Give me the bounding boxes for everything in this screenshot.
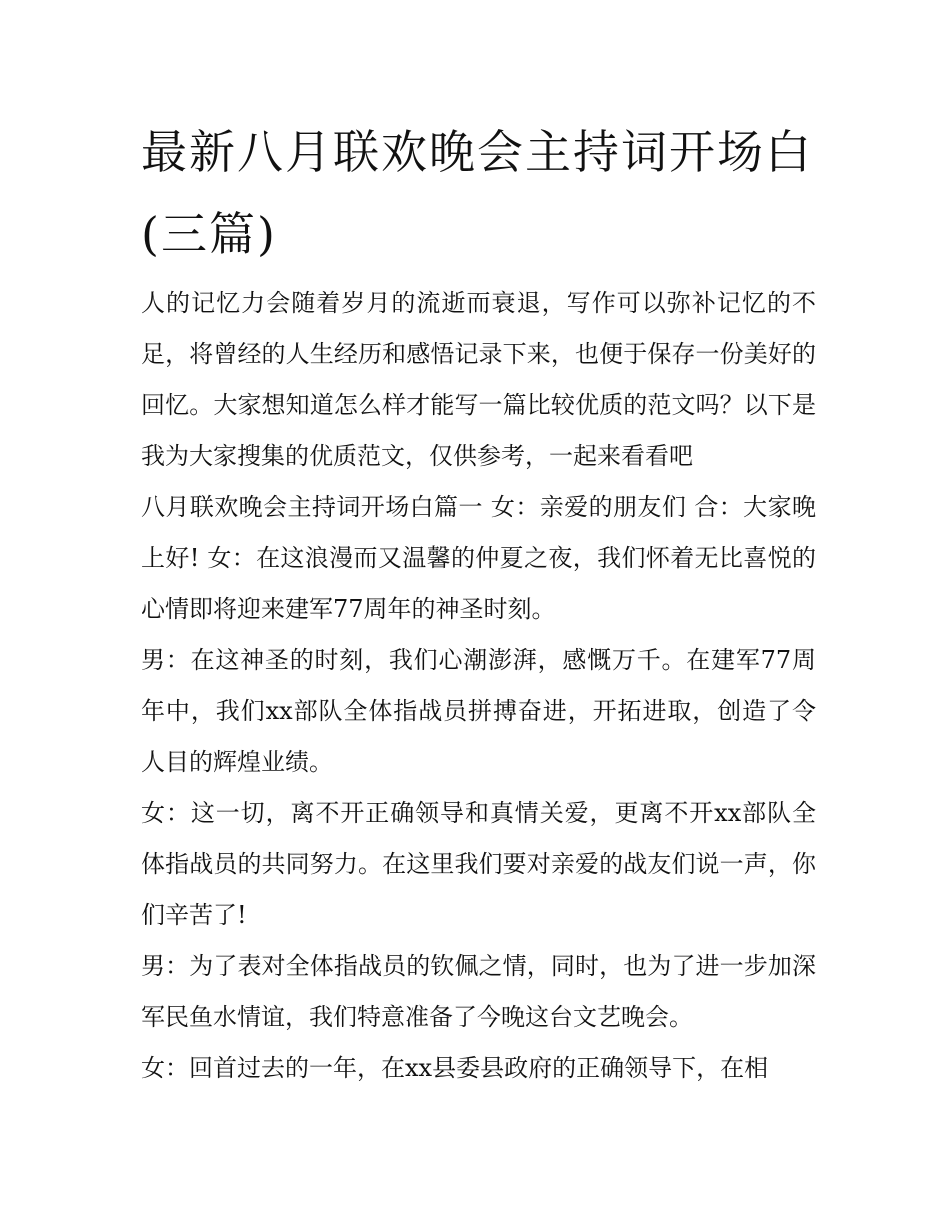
- paragraph-male-1: 男：在这神圣的时刻，我们心潮澎湃，感慨万千。在建军77周年中，我们xx部队全体指战员拼搏奋进，开拓进取，创造了令人目的辉煌业绩。: [141, 646, 816, 776]
- paragraph-intro: 人的记忆力会随着岁月的流逝而衰退，写作可以弥补记忆的不足，将曾经的人生经历和感悟记录下来，也便于保存一份美好的回忆。大家想知道怎么样才能写一篇比较优质的范文吗？以下是我为大家搜集的优质范文，仅供参考，一起来看看吧: [141, 289, 816, 470]
- paragraph-female-2: 女：回首过去的一年，在xx县委县政府的正确领导下，在相: [141, 1054, 769, 1082]
- paragraph-opening: 八月联欢晚会主持词开场白篇一 女：亲爱的朋友们 合：大家晚上好! 女：在这浪漫而又温馨的仲夏之夜，我们怀着无比喜悦的心情即将迎来建军77周年的神圣时刻。: [141, 493, 816, 623]
- paragraph-male-2: 男：为了表对全体指战员的钦佩之情，同时，也为了进一步加深军民鱼水情谊，我们特意准备了今晚这台文艺晚会。: [141, 952, 816, 1031]
- document-body: [141, 278, 816, 1094]
- document-title: 最新八月联欢晚会主持词开场白(三篇): [141, 125, 813, 261]
- paragraph-female-1: 女：这一切，离不开正确领导和真情关爱，更离不开xx部队全体指战员的共同努力。在这里我们要对亲爱的战友们说一声，你们辛苦了!: [141, 799, 816, 929]
